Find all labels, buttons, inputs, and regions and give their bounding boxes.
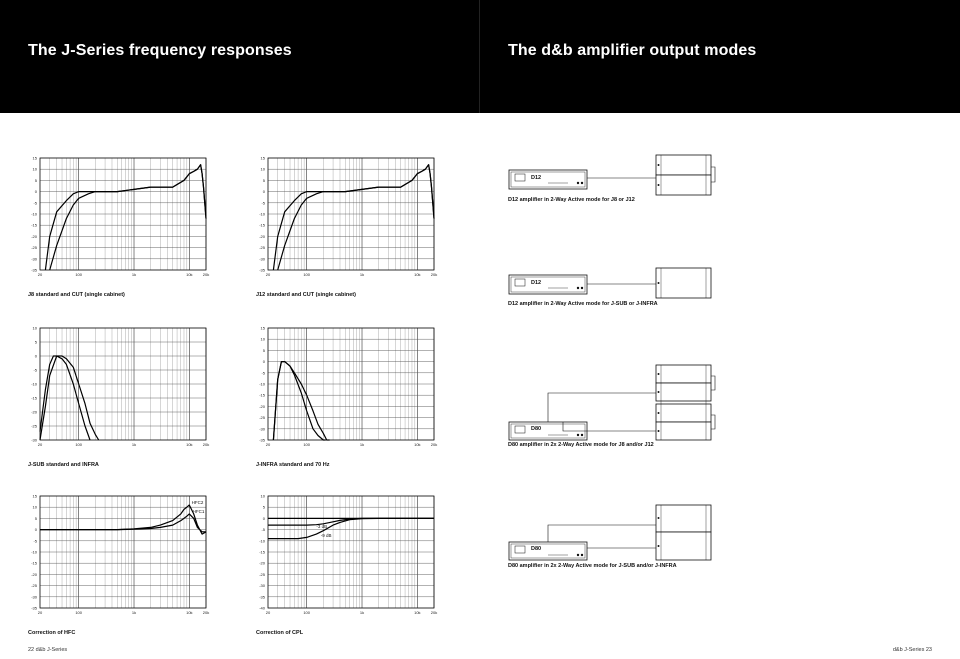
diagram-d12-jsub-svg <box>508 265 718 300</box>
chart-hfc <box>28 494 208 618</box>
chart-caption-hfc: Correction of HFC <box>28 630 76 636</box>
diagram-caption-d80-jsub: D80 amplifier in 2x 2-Way Active mode for J-SUB and/or J-INFRA <box>508 563 677 569</box>
y-tick-label: -15 <box>259 549 265 555</box>
diagram-caption-d12-jsub: D12 amplifier in 2-Way Active mode for J-SUB or J-INFRA <box>508 301 658 307</box>
x-tick-label: 20k <box>430 272 438 277</box>
x-tick-label: 20 <box>37 442 43 447</box>
page-right <box>480 0 960 659</box>
subwoofer-cabinet-icon <box>656 268 711 298</box>
diagram-caption-d12-j8: D12 amplifier in 2-Way Active mode for J8 or J12 <box>508 197 635 203</box>
x-tick-label: 1k <box>359 610 365 615</box>
x-tick-label: 10k <box>414 610 421 615</box>
loudspeaker-stack-icon <box>656 155 715 195</box>
y-tick-label: 5 <box>34 177 37 183</box>
series-label: HFC2 <box>191 499 204 505</box>
series-line <box>40 514 206 532</box>
x-tick-label: 20k <box>202 272 210 277</box>
header-right <box>480 0 960 113</box>
y-tick-label: 0 <box>34 189 37 195</box>
y-tick-label: 0 <box>34 353 37 359</box>
y-tick-label: -5 <box>261 370 265 376</box>
diagram-d12-jsub <box>508 265 718 300</box>
y-tick-label: -15 <box>259 222 265 228</box>
y-tick-label: 0 <box>262 515 265 521</box>
series-line <box>273 362 329 440</box>
amplifier-d12-icon <box>509 170 587 189</box>
diagram-d80-jsub-svg <box>508 500 718 562</box>
y-tick-label: 15 <box>260 155 265 161</box>
y-tick-label: -10 <box>259 381 265 387</box>
series-line <box>268 518 434 538</box>
y-tick-label: 15 <box>32 493 37 499</box>
y-tick-label: -10 <box>31 549 37 555</box>
x-tick-label: 20 <box>37 610 43 615</box>
y-tick-label: -10 <box>259 538 265 544</box>
series-label: -3 dB <box>316 524 328 530</box>
chart-j12-svg <box>256 156 436 280</box>
x-tick-label: 20 <box>265 442 271 447</box>
chart-caption-cpl: Correction of CPL <box>256 630 304 636</box>
diagram-d80-j8 <box>508 362 718 442</box>
x-tick-label: 1k <box>131 272 137 277</box>
y-tick-label: -20 <box>259 233 265 239</box>
chart-j8 <box>28 156 208 280</box>
x-tick-label: 100 <box>75 610 83 615</box>
y-tick-label: 5 <box>262 347 265 353</box>
y-tick-label: -40 <box>259 605 265 611</box>
y-tick-label: 5 <box>34 515 37 521</box>
y-tick-label: -20 <box>31 233 37 239</box>
x-tick-label: 100 <box>75 442 83 447</box>
x-tick-label: 20 <box>37 272 43 277</box>
y-tick-label: -30 <box>31 437 37 443</box>
y-tick-label: -30 <box>31 256 37 262</box>
series-label: -9 dB <box>320 533 332 539</box>
chart-caption-jsub: J-SUB standard and INFRA <box>28 462 99 468</box>
series-label: HFC1 <box>192 508 205 514</box>
amplifier-d12-icon <box>509 275 587 294</box>
diagram-caption-d80-j8: D80 amplifier in 2x 2-Way Active mode for J8 and/or J12 <box>508 442 654 448</box>
y-tick-label: -20 <box>259 403 265 409</box>
diagram-d80-j8-svg <box>508 362 718 442</box>
y-tick-label: 0 <box>262 189 265 195</box>
y-tick-label: -35 <box>31 605 37 611</box>
y-tick-label: 15 <box>32 155 37 161</box>
y-tick-label: 0 <box>34 527 37 533</box>
chart-caption-jinfra: J-INFRA standard and 70 Hz <box>256 462 330 468</box>
y-tick-label: -25 <box>259 571 265 577</box>
x-tick-label: 20k <box>202 610 210 615</box>
x-tick-label: 1k <box>131 610 137 615</box>
y-tick-label: -35 <box>259 267 265 273</box>
x-tick-label: 10k <box>186 272 193 277</box>
amplifier-d80-icon <box>509 542 587 560</box>
chart-jinfra-svg <box>256 326 436 450</box>
x-tick-label: 100 <box>303 610 311 615</box>
y-tick-label: 10 <box>260 336 265 342</box>
x-tick-label: 10k <box>186 442 193 447</box>
x-tick-label: 100 <box>303 272 311 277</box>
x-tick-label: 20k <box>430 610 438 615</box>
y-tick-label: 10 <box>260 493 265 499</box>
y-tick-label: -25 <box>31 245 37 251</box>
diagram-d12-j8 <box>508 152 718 197</box>
y-tick-label: -25 <box>31 423 37 429</box>
y-tick-label: -10 <box>259 211 265 217</box>
amplifier-label: D12 <box>531 280 542 286</box>
y-tick-label: -15 <box>31 222 37 228</box>
x-tick-label: 20k <box>430 442 438 447</box>
chart-hfc-svg <box>28 494 208 618</box>
subwoofer-stack-icon <box>656 505 711 560</box>
y-tick-label: -35 <box>259 594 265 600</box>
diagram-d80-jsub <box>508 500 718 562</box>
y-tick-label: -35 <box>31 267 37 273</box>
page-title-right: The d&b amplifier output modes <box>508 42 757 59</box>
y-tick-label: 10 <box>260 166 265 172</box>
series-line <box>273 362 325 440</box>
y-tick-label: 10 <box>32 166 37 172</box>
chart-jinfra <box>256 326 436 450</box>
y-tick-label: 5 <box>262 504 265 510</box>
y-tick-label: -20 <box>31 571 37 577</box>
y-tick-label: -30 <box>259 583 265 589</box>
y-tick-label: -15 <box>259 392 265 398</box>
page-title-left: The J-Series frequency responses <box>28 42 292 59</box>
x-tick-label: 1k <box>359 442 365 447</box>
x-tick-label: 20 <box>265 610 271 615</box>
x-tick-label: 1k <box>359 272 365 277</box>
x-tick-label: 20 <box>265 272 271 277</box>
x-tick-label: 20k <box>202 442 210 447</box>
chart-cpl <box>256 494 436 618</box>
chart-jsub-svg <box>28 326 208 450</box>
y-tick-label: -25 <box>259 245 265 251</box>
x-tick-label: 10k <box>186 610 193 615</box>
y-tick-label: -5 <box>261 200 265 206</box>
x-tick-label: 10k <box>414 272 421 277</box>
y-tick-label: -30 <box>259 426 265 432</box>
y-tick-label: -25 <box>259 415 265 421</box>
y-tick-label: -20 <box>31 409 37 415</box>
y-tick-label: -5 <box>33 367 37 373</box>
x-tick-label: 100 <box>75 272 83 277</box>
y-tick-label: 10 <box>32 325 37 331</box>
y-tick-label: -30 <box>31 594 37 600</box>
footer-right: d&b J-Series 23 <box>892 647 932 653</box>
y-tick-label: -25 <box>31 583 37 589</box>
y-tick-label: -5 <box>33 200 37 206</box>
y-tick-label: -15 <box>31 395 37 401</box>
y-tick-label: 5 <box>34 339 37 345</box>
x-tick-label: 100 <box>303 442 311 447</box>
chart-cpl-svg <box>256 494 436 618</box>
y-tick-label: -30 <box>259 256 265 262</box>
y-tick-label: -5 <box>33 538 37 544</box>
y-tick-label: 15 <box>260 325 265 331</box>
chart-j8-svg <box>28 156 208 280</box>
diagram-d12-j8-svg <box>508 152 718 197</box>
chart-j12 <box>256 156 436 280</box>
chart-jsub <box>28 326 208 450</box>
x-tick-label: 1k <box>131 442 137 447</box>
loudspeaker-stack-icon <box>656 365 715 440</box>
y-tick-label: -5 <box>261 527 265 533</box>
chart-caption-j12: J12 standard and CUT (single cabinet) <box>256 292 356 298</box>
y-tick-label: -10 <box>31 381 37 387</box>
footer-left: 22 d&b J-Series <box>28 647 68 653</box>
y-tick-label: -20 <box>259 560 265 566</box>
y-tick-label: 10 <box>32 504 37 510</box>
y-tick-label: 5 <box>262 177 265 183</box>
amplifier-label: D80 <box>531 546 542 552</box>
y-tick-label: -10 <box>31 211 37 217</box>
y-tick-label: -35 <box>259 437 265 443</box>
amplifier-label: D80 <box>531 426 542 432</box>
header-left <box>0 0 480 113</box>
x-tick-label: 10k <box>414 442 421 447</box>
chart-caption-j8: J8 standard and CUT (single cabinet) <box>28 292 125 298</box>
amplifier-label: D12 <box>531 175 542 181</box>
y-tick-label: -15 <box>31 560 37 566</box>
y-tick-label: 0 <box>262 359 265 365</box>
